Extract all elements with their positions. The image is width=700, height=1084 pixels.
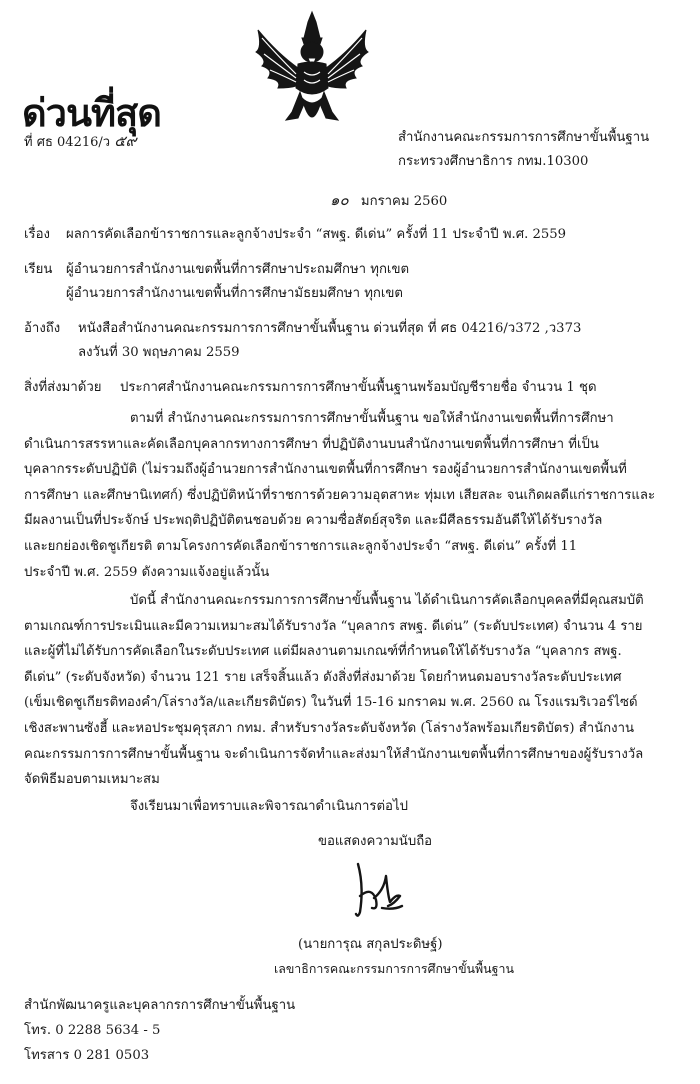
subject-text: ผลการคัดเลือกข้าราชการและลูกจ้างประจำ “สพฐ. ดีเด่น” ครั้งที่ 11 ประจำปี พ.ศ. 2559 xyxy=(66,227,567,242)
reference-line-1: หนังสือสำนักงานคณะกรรมการการศึกษาขั้นพื้นฐาน ด่วนที่สุด ที่ ศธ 04216/ว372 ,ว373 xyxy=(78,321,582,336)
paragraph-line: ตามเกณฑ์การประเมินและมีความเหมาะสมได้รับรางวัล “บุคลากร สพฐ. ดีเด่น” (ระดับประเทศ) จำนวน 4 ราย xyxy=(24,618,643,634)
urgency-stamp: ด่วนที่สุด xyxy=(22,90,161,135)
signature-icon xyxy=(342,856,412,926)
office-name: สำนักงานคณะกรรมการการศึกษาขั้นพื้นฐาน xyxy=(398,130,650,145)
date-day-handwritten: ๑๐ xyxy=(330,191,349,209)
paragraph-line: ประจำปี พ.ศ. 2559 ดังความแจ้งอยู่แล้วนั้น xyxy=(24,564,270,580)
paragraph-line: การศึกษา และศึกษานิเทศก์) ซึ่งปฏิบัติหน้าที่ราชการด้วยความอุตสาหะ ทุ่มเท เสียสละ จนเกิดผลดีแก่ราชการและ xyxy=(24,487,656,503)
paragraph-line: และผู้ที่ไม่ได้รับการคัดเลือกในระดับประเทศ แต่มีผลงานตามเกณฑ์ที่กำหนดให้ได้รับรางวัล “บุคลากร สพฐ. xyxy=(24,644,622,660)
document-number xyxy=(24,129,137,153)
paragraph-line: จัดพิธีมอบตามเหมาะสม xyxy=(24,772,160,788)
date-month-year: มกราคม 2560 xyxy=(360,194,448,209)
signatory-name: (นายการุณ สกุลประดิษฐ์) xyxy=(298,937,443,952)
subject-label: เรื่อง xyxy=(24,227,50,242)
paragraph-line: ดำเนินการสรรหาและคัดเลือกบุคลากรทางการศึกษา ที่ปฏิบัติงานบนสำนักงานเขตพื้นที่การศึกษา ที่เป็น xyxy=(24,436,599,452)
garuda-emblem-icon xyxy=(248,8,376,140)
office-address: กระทรวงศึกษาธิการ กทม.10300 xyxy=(398,154,589,169)
reference-line-2: ลงวันที่ 30 พฤษภาคม 2559 xyxy=(78,345,240,360)
paragraph-line: เชิงสะพานซังฮี้ และหอประชุมคุรุสภา กทม. สำหรับรางวัลระดับจังหวัด (โล่รางวัลพร้อมเกียรติบัตร) สำนักงาน xyxy=(24,720,635,736)
footer-phone: โทร. 0 2288 5634 - 5 xyxy=(24,1023,161,1038)
document-number-prefix: ที่ ศธ 04216/ว xyxy=(24,135,111,150)
paragraph-line: บัดนี้ สำนักงานคณะกรรมการการศึกษาขั้นพื้นฐาน ได้ดำเนินการคัดเลือกบุคคลที่มีคุณสมบัติ xyxy=(130,593,644,608)
footer-fax: โทรสาร 0 281 0503 xyxy=(24,1048,150,1063)
document-date xyxy=(330,190,447,212)
paragraph-line: และยกย่องเชิดชูเกียรติ ตามโครงการคัดเลือกข้าราชการและลูกจ้างประจำ “สพฐ. ดีเด่น” ครั้งที่ 11 xyxy=(24,538,578,554)
footer-unit: สำนักพัฒนาครูและบุคลากรการศึกษาขั้นพื้นฐาน xyxy=(24,998,296,1013)
closing-salutation: ขอแสดงความนับถือ xyxy=(318,834,433,849)
document-number-handwritten: ๕๙ xyxy=(114,132,137,150)
body-paragraph-1 xyxy=(24,406,681,585)
signatory-title: เลขาธิการคณะกรรมการการศึกษาขั้นพื้นฐาน xyxy=(274,961,514,976)
body-paragraph-3: จึงเรียนมาเพื่อทราบและพิจารณาดำเนินการต่อไป xyxy=(130,799,408,814)
paragraph-line: บุคลากรระดับปฏิบัติ (ไม่รวมถึงผู้อำนวยการสำนักงานเขตพื้นที่การศึกษา รองผู้อำนวยการสำนักงานเขตพื้นที่ xyxy=(24,462,627,478)
recipient-label: เรียน xyxy=(24,262,53,277)
recipient-line-2: ผู้อำนวยการสำนักงานเขตพื้นที่การศึกษามัธยมศึกษา ทุกเขต xyxy=(66,286,403,301)
paragraph-line: (เข็มเชิดชูเกียรติทองคำ/โล่รางวัล/และเกียรติบัตร) ในวันที่ 15-16 มกราคม พ.ศ. 2560 ณ โรงแรมริเวอร์ไซด์ xyxy=(24,695,638,711)
paragraph-line: ดีเด่น” (ระดับจังหวัด) จำนวน 121 ราย เสร็จสิ้นแล้ว ดังสิ่งที่ส่งมาด้วย โดยกำหนดมอบรางวัลระดับประเทศ xyxy=(24,669,622,685)
recipient-line-1: ผู้อำนวยการสำนักงานเขตพื้นที่การศึกษาประถมศึกษา ทุกเขต xyxy=(66,262,410,277)
paragraph-line: ตามที่ สำนักงานคณะกรรมการการศึกษาขั้นพื้นฐาน ขอให้สำนักงานเขตพื้นที่การศึกษา xyxy=(130,411,614,426)
paragraph-line: มีผลงานเป็นที่ประจักษ์ ประพฤติปฏิบัติตนชอบด้วย ความซื่อสัตย์สุจริต และมีศีลธรรมอันดีให้ได้รับรางวัล xyxy=(24,513,603,529)
paragraph-line: คณะกรรมการการศึกษาขั้นพื้นฐาน จะดำเนินการจัดทำและส่งมาให้สำนักงานเขตพื้นที่การศึกษาของผู้รับรางวัล xyxy=(24,746,644,762)
enclosure-label: สิ่งที่ส่งมาด้วย xyxy=(24,380,102,395)
enclosure-text: ประกาศสำนักงานคณะกรรมการการศึกษาขั้นพื้นฐานพร้อมบัญชีรายชื่อ จำนวน 1 ชุด xyxy=(120,380,597,395)
reference-label: อ้างถึง xyxy=(24,321,61,336)
body-paragraph-2 xyxy=(24,588,681,793)
